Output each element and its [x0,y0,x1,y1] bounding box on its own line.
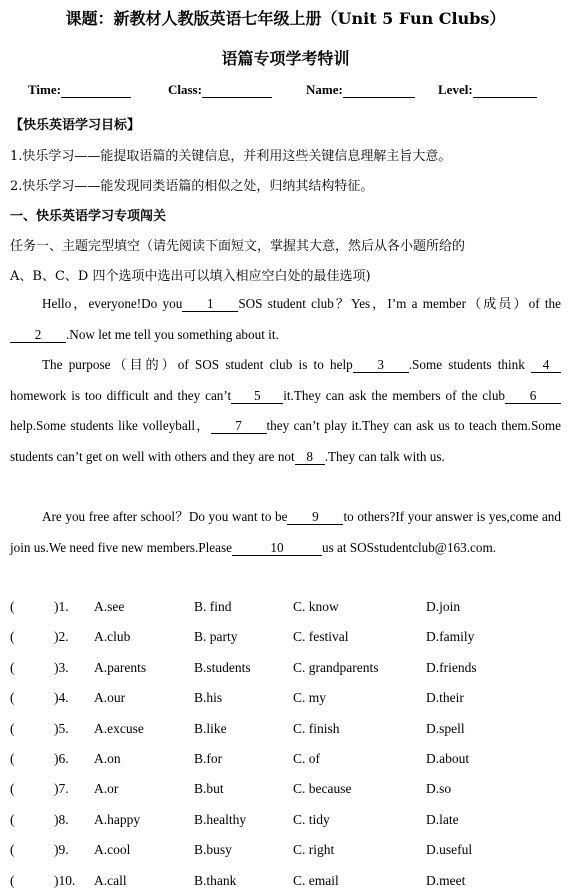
question-number: )7. [54,781,69,797]
blank-4[interactable]: 4 [531,358,561,373]
passage-paragraph-3: Are you free after school？Do you want to be 9 to others?If your answer is yes,come and join us.We need five new members.Please 10 us at SOSstudentclub@163.com. [10,509,561,555]
passage-paragraph-1: Hello，everyone!Do you 1 SOS student club？Yes，I’m a member（成员）of the2 .Now let me tell you something about it. [10,289,561,350]
level-field [438,82,537,98]
name-field [306,82,415,98]
question-number: )8. [54,811,69,827]
option-a[interactable]: A.cool [94,842,131,858]
task-instruction-line-2: A、B、C、D 四个选项中选出可以填入相应空白处的最佳选项) [10,269,371,284]
option-b[interactable]: B.like [194,720,227,736]
blank-9[interactable]: 9 [287,510,343,525]
option-a[interactable]: A.our [94,690,126,706]
question-number: )10. [54,872,76,888]
option-a[interactable]: A.see [94,599,125,614]
option-b[interactable]: B.busy [194,842,232,858]
section-heading: 一、快乐英语学习专项闯关 [10,209,167,224]
question-row [10,805,563,835]
blank-1[interactable]: 1 [182,297,238,312]
option-d[interactable]: D.spell [426,720,465,736]
question-number: )3. [54,659,69,675]
option-d[interactable]: D.friends [426,659,477,675]
question-row [10,653,563,683]
option-c[interactable]: C. tidy [293,811,330,827]
blank-6[interactable]: 6 [505,389,561,404]
page-subtitle: 语篇专项学考特训 [221,49,350,68]
name-blank[interactable] [343,84,415,98]
option-a[interactable]: A.or [94,781,119,797]
question-row [10,774,563,804]
option-c[interactable]: C. festival [293,629,349,645]
option-d[interactable]: D.useful [426,842,473,858]
question-row [10,714,563,744]
option-a[interactable]: A.club [94,629,131,645]
option-b[interactable]: B.healthy [194,811,247,827]
answer-paren[interactable]: ( [10,872,15,888]
answer-paren[interactable]: ( [10,690,15,706]
question-number: )2. [54,629,69,645]
question-list [10,592,563,896]
class-label: Class: [168,82,202,97]
option-b[interactable]: B.but [194,781,224,797]
answer-paren[interactable]: ( [10,659,15,675]
time-field [28,82,131,98]
option-a[interactable]: A.excuse [94,720,144,736]
time-blank[interactable] [61,84,131,98]
question-row [10,866,563,896]
blank-10[interactable]: 10 [232,541,322,556]
level-label: Level: [438,82,473,97]
question-number: )5. [54,720,69,736]
option-b[interactable]: B. party [194,629,238,645]
question-row [10,835,563,865]
answer-paren[interactable]: ( [10,811,15,827]
option-a[interactable]: A.happy [94,811,141,827]
blank-5[interactable]: 5 [231,389,283,404]
option-c[interactable]: C. know [293,599,339,614]
goal-item-1: 1.快乐学习——能提取语篇的关键信息，并利用这些关键信息理解主旨大意。 [10,149,452,164]
option-a[interactable]: A.call [94,872,127,888]
option-d[interactable]: D.so [426,781,452,797]
goal-item-2: 2.快乐学习——能发现同类语篇的相似之处，归纳其结构特征。 [10,179,374,194]
answer-paren[interactable]: ( [10,599,15,614]
question-number: )4. [54,690,69,706]
answer-paren[interactable]: ( [10,842,15,858]
answer-paren[interactable]: ( [10,750,15,766]
question-number: )1. [54,599,69,614]
goals-heading: 【快乐英语学习目标】 [10,118,141,133]
option-c[interactable]: C. right [293,842,335,858]
option-b[interactable]: B.thank [194,872,237,888]
question-row [10,592,563,622]
blank-8[interactable]: 8 [295,450,325,465]
option-d[interactable]: D.family [426,629,475,645]
class-field [168,82,272,98]
option-b[interactable]: B.students [194,659,251,675]
option-c[interactable]: C. email [293,872,339,888]
page-title: 课题：新教材人教版英语七年级上册（Unit 5 Fun Clubs） [65,9,506,28]
passage-paragraph-2: The purpose（目的）of SOS student club is to help 3 .Some students think 4homework is too difficult and they can’t 5 it.They can ask the members of the club 6help.Some students like volleyball， 7 they can’t play it.They can ask us to teach them.Some students can’t get on well with others and they are not 8 .They can talk with us. [10,357,561,464]
option-d[interactable]: D.their [426,690,464,706]
question-row [10,622,563,652]
option-a[interactable]: A.on [94,750,121,766]
question-row [10,744,563,774]
option-d[interactable]: D.meet [426,872,466,888]
answer-paren[interactable]: ( [10,781,15,797]
question-number: )6. [54,750,69,766]
task-instruction-line-1: 任务一、主题完型填空（请先阅读下面短文，掌握其大意，然后从各小题所给的 [10,239,466,254]
question-number: )9. [54,842,69,858]
option-b[interactable]: B.his [194,690,223,706]
blank-2[interactable]: 2 [10,328,66,343]
blank-3[interactable]: 3 [353,358,409,373]
option-c[interactable]: C. my [293,690,327,706]
option-d[interactable]: D.join [426,599,461,614]
time-label: Time: [28,82,61,97]
option-d[interactable]: D.about [426,750,470,766]
option-b[interactable]: B. find [194,599,232,614]
option-c[interactable]: C. finish [293,720,340,736]
answer-paren[interactable]: ( [10,629,15,645]
question-row [10,683,563,713]
name-label: Name: [306,82,343,97]
level-blank[interactable] [473,84,537,98]
blank-7[interactable]: 7 [211,419,267,434]
option-c[interactable]: C. grandparents [293,659,379,675]
option-d[interactable]: D.late [426,811,459,827]
option-c[interactable]: C. of [293,750,320,766]
option-a[interactable]: A.parents [94,659,147,675]
answer-paren[interactable]: ( [10,720,15,736]
class-blank[interactable] [202,84,272,98]
option-c[interactable]: C. because [293,781,352,797]
option-b[interactable]: B.for [194,750,223,766]
